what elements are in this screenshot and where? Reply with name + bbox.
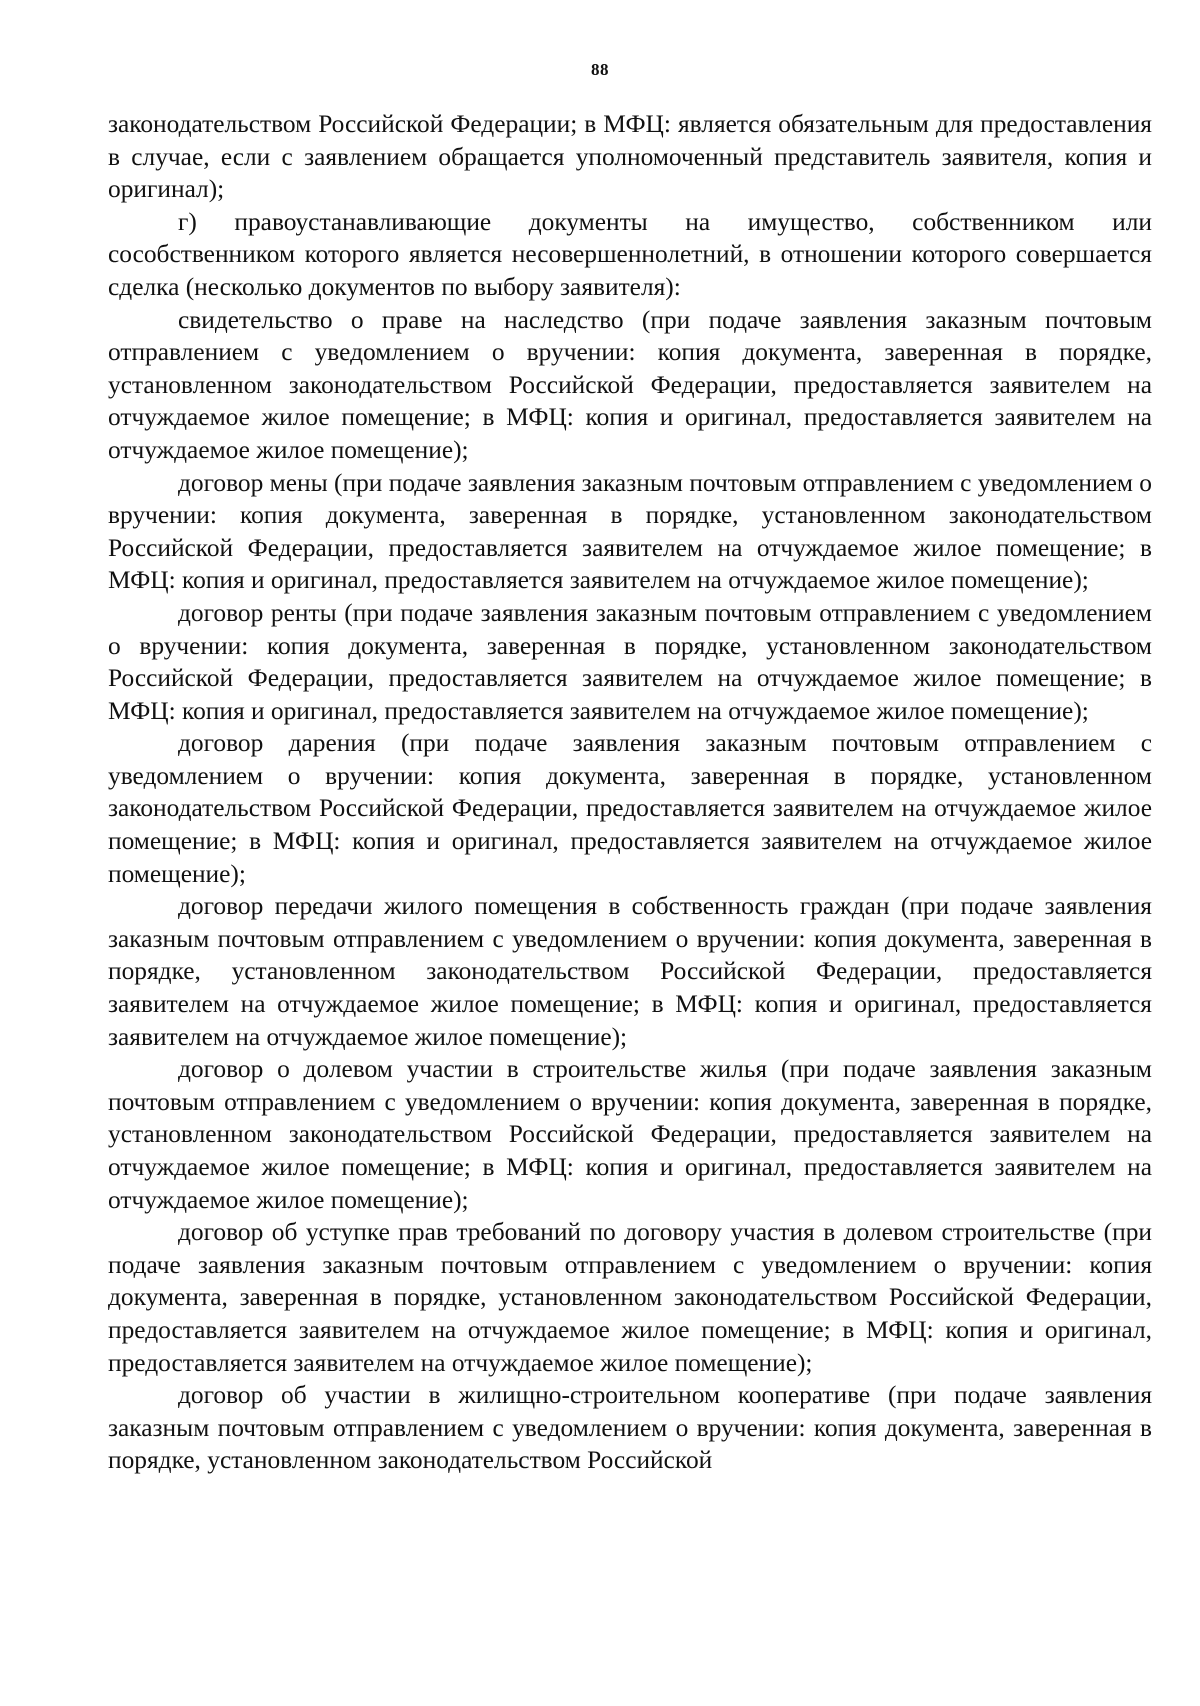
document-body [108, 108, 1152, 1477]
paragraph-exchange-contract: договор мены (при подаче заявления заказным почтовым отправлением с уведомлением о вручении: копия документа, заверенная в порядке, установленном законодательством Российской Федерации, предоставляется заявителем на отчуждаемое жилое помещение; в МФЦ: копия и оригинал, предоставляется заявителем на отчуждаемое жилое помещение); [108, 468, 1152, 595]
page-number: 88 [591, 60, 609, 79]
paragraph-inheritance-certificate: свидетельство о праве на наследство (при подаче заявления заказным почтовым отправлением с уведомлением о вручении: копия документа, заверенная в порядке, установленном законодательством Российской Федерации, предоставляется заявителем на отчуждаемое жилое помещение; в МФЦ: копия и оригинал, предоставляется заявителем на отчуждаемое жилое помещение); [108, 305, 1152, 464]
paragraph-assignment-contract: договор об уступке прав требований по договору участия в долевом строительстве (при подаче заявления заказным почтовым отправлением с уведомлением о вручении: копия документа, заверенная в порядке, установленном законодательством Российской Федерации, предоставляется заявителем на отчуждаемое жилое помещение; в МФЦ: копия и оригинал, предоставляется заявителем на отчуждаемое жилое помещение); [108, 1218, 1152, 1377]
paragraph-shared-construction-contract: договор о долевом участии в строительстве жилья (при подаче заявления заказным почтовым отправлением с уведомлением о вручении: копия документа, заверенная в порядке, установленном законодательством Российской Федерации, предоставляется заявителем на отчуждаемое жилое помещение; в МФЦ: копия и оригинал, предоставляется заявителем на отчуждаемое жилое помещение); [108, 1055, 1152, 1214]
paragraph-item-g: г) правоустанавливающие документы на имущество, собственником или сособственником которого является несовершеннолетний, в отношении которого совершается сделка (несколько документов по выбору заявителя): [108, 207, 1152, 301]
paragraph-annuity-contract: договор ренты (при подаче заявления заказным почтовым отправлением с уведомлением о вручении: копия документа, заверенная в порядке, установленном законодательством Российской Федерации, предоставляется заявителем на отчуждаемое жилое помещение; в МФЦ: копия и оригинал, предоставляется заявителем на отчуждаемое жилое помещение); [108, 598, 1152, 725]
paragraph-privatization-contract: договор передачи жилого помещения в собственность граждан (при подаче заявления заказным почтовым отправлением с уведомлением о вручении: копия документа, заверенная в порядке, установленном законодательством Российской Федерации, предоставляется заявителем на отчуждаемое жилое помещение; в МФЦ: копия и оригинал, предоставляется заявителем на отчуждаемое жилое помещение); [108, 892, 1152, 1051]
paragraph-continuation: законодательством Российской Федерации; в МФЦ: является обязательным для предоставления в случае, если с заявлением обращается уполномоченный представитель заявителя, копия и оригинал); [108, 110, 1152, 204]
paragraph-housing-cooperative-contract: договор об участии в жилищно-строительном кооперативе (при подаче заявления заказным почтовым отправлением с уведомлением о вручении: копия документа, заверенная в порядке, установленном законодательством Российской [108, 1381, 1152, 1475]
paragraph-gift-contract: договор дарения (при подаче заявления заказным почтовым отправлением с уведомлением о вручении: копия документа, заверенная в порядке, установленном законодательством Российской Федерации, предоставляется заявителем на отчуждаемое жилое помещение; в МФЦ: копия и оригинал, предоставляется заявителем на отчуждаемое жилое помещение); [108, 729, 1152, 888]
